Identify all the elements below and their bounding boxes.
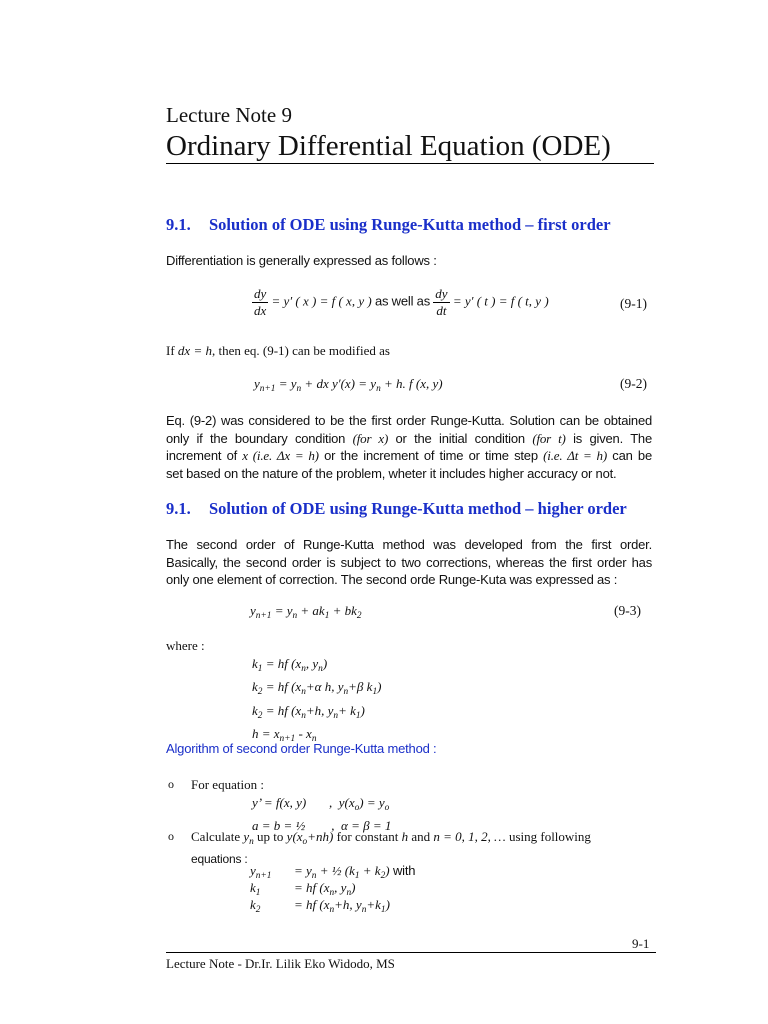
eq-line: a = b = ½ , α = β = 1 xyxy=(252,817,392,833)
subscript: n xyxy=(343,687,349,698)
text: + ½ (k xyxy=(316,863,355,878)
text: y xyxy=(243,829,250,844)
text: = y xyxy=(271,603,293,618)
subscript: 1 xyxy=(255,887,261,898)
text: dx = h xyxy=(177,343,212,358)
text: , y xyxy=(305,656,319,671)
subscript: n+1 xyxy=(255,610,272,621)
text: +β k xyxy=(348,679,373,695)
text: - x xyxy=(295,725,312,741)
bullet-icon: o xyxy=(168,829,174,843)
text: ) xyxy=(385,897,390,912)
lecture-label: Lecture Note 9 xyxy=(166,103,292,127)
if-line xyxy=(166,342,390,360)
text: + k xyxy=(359,863,381,878)
subscript: n+1 xyxy=(255,870,272,881)
eq-part: = y′ ( x ) = f ( x, y ) xyxy=(271,293,372,309)
k1-line xyxy=(252,655,381,678)
intro-text: Differentiation is generally expressed as follows : xyxy=(166,253,437,268)
text: = hf (x xyxy=(262,679,302,695)
subscript: 2 xyxy=(257,710,263,721)
text: ) xyxy=(385,863,390,878)
subscript: n xyxy=(301,710,306,721)
text: + k xyxy=(338,702,356,718)
text: up to xyxy=(253,829,287,844)
text: y’ = f(x, y) , y(x xyxy=(252,795,355,810)
bullet-icon: o xyxy=(168,777,174,791)
text: = xyxy=(275,376,291,391)
equation-label: (9-1) xyxy=(620,296,647,311)
subscript: n xyxy=(292,610,298,621)
subscript: n xyxy=(296,383,302,394)
eq-part: = y′ ( t ) = f ( t, y ) xyxy=(452,293,549,309)
text: (i.e. Δt = h) xyxy=(543,448,607,463)
text: , then eq. (9-1) can be modified as xyxy=(211,343,390,358)
subscript: n xyxy=(361,904,367,915)
text: n = 0, 1, 2, … xyxy=(433,829,506,844)
para-line: set based on the nature of the problem, wheter it includes higher accuracy or not. xyxy=(166,465,617,481)
text: k xyxy=(252,679,258,695)
var: y xyxy=(254,376,260,391)
k2-alt-line xyxy=(252,702,381,725)
subscript: 1 xyxy=(380,904,386,915)
var: y xyxy=(250,603,256,618)
subscript: 2 xyxy=(257,687,263,698)
paragraph-higher-order xyxy=(166,536,652,589)
text: +h, y xyxy=(305,702,334,718)
rhs xyxy=(294,896,390,919)
text: h xyxy=(401,829,409,844)
frac-numerator: dy xyxy=(254,286,267,301)
item2-line2: equations : xyxy=(191,852,248,867)
text: (for x) xyxy=(352,430,389,446)
para-line: The second order of Runge-Kutta method was developed from the first order. xyxy=(166,537,652,552)
fraction-dy-dt xyxy=(433,286,449,319)
subscript: n xyxy=(301,687,306,698)
text: = hf (x xyxy=(294,880,330,895)
subscript: n xyxy=(346,887,352,898)
text: using following xyxy=(505,829,591,844)
subscript: 2 xyxy=(380,870,386,881)
subscript: o xyxy=(384,802,390,813)
text: + ak xyxy=(297,603,325,618)
text: ) = y xyxy=(359,795,385,810)
var: y xyxy=(290,376,297,391)
subscript: n xyxy=(301,663,306,674)
section-heading-first-order xyxy=(166,215,611,235)
footer-text: Lecture Note - Dr.Ir. Lilik Eko Widodo, MS xyxy=(166,956,395,971)
subscript: 1 xyxy=(324,610,330,621)
fraction-dy-dx xyxy=(252,286,268,319)
text: k xyxy=(252,702,258,718)
frac-numerator: dy xyxy=(435,286,448,301)
item1-label: For equation : xyxy=(191,777,264,792)
text: y(x xyxy=(286,829,303,844)
text: increment of xyxy=(166,448,243,463)
text: , y xyxy=(334,880,347,895)
algorithm-title: Algorithm of second order Runge-Kutta method : xyxy=(166,741,437,756)
para-line xyxy=(166,447,652,465)
text: = hf (x xyxy=(262,656,302,671)
paragraph-first-order xyxy=(166,412,652,482)
subscript: 2 xyxy=(255,904,261,915)
text: is given. The xyxy=(565,430,652,446)
subscript: n xyxy=(311,870,317,881)
section-title: Solution of ODE using Runge-Kutta method – higher order xyxy=(209,499,627,518)
subscript: n+1 xyxy=(279,733,296,744)
text: only if the boundary condition xyxy=(166,430,353,446)
subscript: 1 xyxy=(257,663,263,674)
text: + h. f (x, y) xyxy=(380,376,443,391)
text: + dx y′(x) = xyxy=(301,376,371,391)
text: If xyxy=(166,343,178,358)
text: +h, y xyxy=(334,897,362,912)
text: x (i.e. Δx = h) xyxy=(242,448,319,463)
section-number: 9.1. xyxy=(166,215,191,234)
subscript: n xyxy=(249,836,254,847)
lhs xyxy=(250,896,260,919)
subscript: n xyxy=(318,663,323,674)
text xyxy=(191,828,591,851)
frac-denominator: dx xyxy=(254,303,267,318)
text: for constant xyxy=(333,829,402,844)
text: +nh) xyxy=(307,829,334,844)
text: Calculate xyxy=(191,829,244,844)
text: or the increment of time or time step xyxy=(318,448,544,463)
subscript: n xyxy=(329,904,335,915)
para-line xyxy=(166,430,652,448)
para-line: Eq. (9-2) was considered to be the first order Runge-Kutta. Solution can be obtained xyxy=(166,413,652,428)
text: h = x xyxy=(252,725,280,741)
var: y xyxy=(370,376,377,391)
subscript: n+1 xyxy=(259,383,276,394)
k2-line xyxy=(252,678,381,701)
subscript: o xyxy=(354,802,360,813)
text: = y xyxy=(294,863,312,878)
where-label: where : xyxy=(166,638,205,653)
text: (for t) xyxy=(532,430,566,446)
text: +α h, y xyxy=(305,679,344,695)
section-heading-higher-order xyxy=(166,499,627,519)
eq-connector: as well as xyxy=(374,293,431,309)
equation-9-1 xyxy=(252,286,549,319)
subscript: n xyxy=(376,383,381,394)
equation-label: (9-2) xyxy=(620,376,647,391)
document-title: Ordinary Differential Equation (ODE) xyxy=(166,130,611,162)
equation-label: (9-3) xyxy=(614,603,641,618)
text: k xyxy=(250,897,256,912)
frac-denominator: dt xyxy=(436,303,447,318)
page-number: 9-1 xyxy=(632,936,650,951)
footer-rule xyxy=(166,952,656,953)
text: ) xyxy=(322,656,328,671)
equation-9-2 xyxy=(254,376,443,394)
title-underline xyxy=(166,163,654,164)
para-line: Basically, the second order is subject to two corrections, whereas the first order has xyxy=(166,554,652,570)
text: = hf (x xyxy=(262,702,302,718)
text: k xyxy=(250,880,256,895)
text: and xyxy=(408,829,434,844)
subscript: 1 xyxy=(355,710,361,721)
text: k xyxy=(252,656,258,671)
eq-line xyxy=(252,794,391,817)
subscript: 1 xyxy=(354,870,360,881)
text: with xyxy=(389,863,416,878)
subscript: 1 xyxy=(372,687,378,698)
subscript: n xyxy=(333,710,339,721)
text: = hf (x xyxy=(294,897,330,912)
text: ) xyxy=(360,702,365,718)
k-definitions xyxy=(252,655,381,748)
text: ) xyxy=(351,880,356,895)
item2-line1 xyxy=(191,828,653,851)
equation-9-3 xyxy=(250,603,362,621)
text: ) xyxy=(377,679,382,695)
text: y xyxy=(250,863,256,878)
subscript: 2 xyxy=(356,610,362,621)
subscript: n xyxy=(329,887,335,898)
subscript: o xyxy=(302,836,308,847)
text: + bk xyxy=(329,603,357,618)
subscript: n xyxy=(311,733,317,744)
para-line: only one element of correction. The second orde Runge-Kuta was expressed as : xyxy=(166,572,618,587)
text: or the initial condition xyxy=(388,430,533,446)
section-number: 9.1. xyxy=(166,499,191,518)
section-title: Solution of ODE using Runge-Kutta method – first order xyxy=(209,215,611,234)
text: +k xyxy=(366,897,381,912)
text: can be xyxy=(606,448,652,463)
